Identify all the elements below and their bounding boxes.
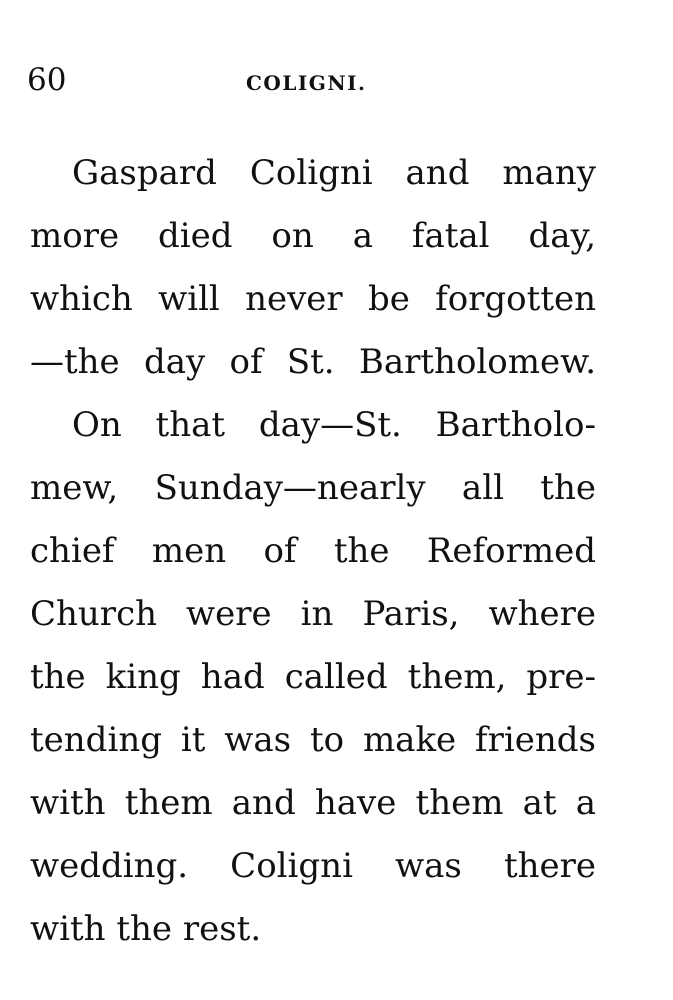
paragraph-line: mew, Sunday—nearly all the (30, 468, 596, 508)
paragraph-line: with the rest. (30, 909, 262, 949)
paragraph-line: Church were in Paris, where (30, 594, 596, 634)
running-title: COLIGNI. (246, 71, 367, 95)
paragraph-line: —the day of St. Bartholomew. (30, 342, 596, 382)
paragraph-line: with them and have them at a (30, 783, 596, 823)
body-text (30, 142, 596, 961)
paragraph-line: On that day—St. Bartholo- (72, 405, 596, 445)
paragraph-line: chief men of the Reformed (30, 531, 596, 571)
paragraph-line: more died on a fatal day, (30, 216, 596, 256)
paragraph-line: tending it was to make friends (30, 720, 596, 760)
paragraph-line: Gaspard Coligni and many (72, 153, 596, 193)
paragraph-line: which will never be forgotten (30, 279, 596, 319)
page-number: 60 (27, 62, 67, 98)
paragraph-line: wedding. Coligni was there (30, 846, 596, 886)
paragraph-line: the king had called them, pre- (30, 657, 596, 697)
